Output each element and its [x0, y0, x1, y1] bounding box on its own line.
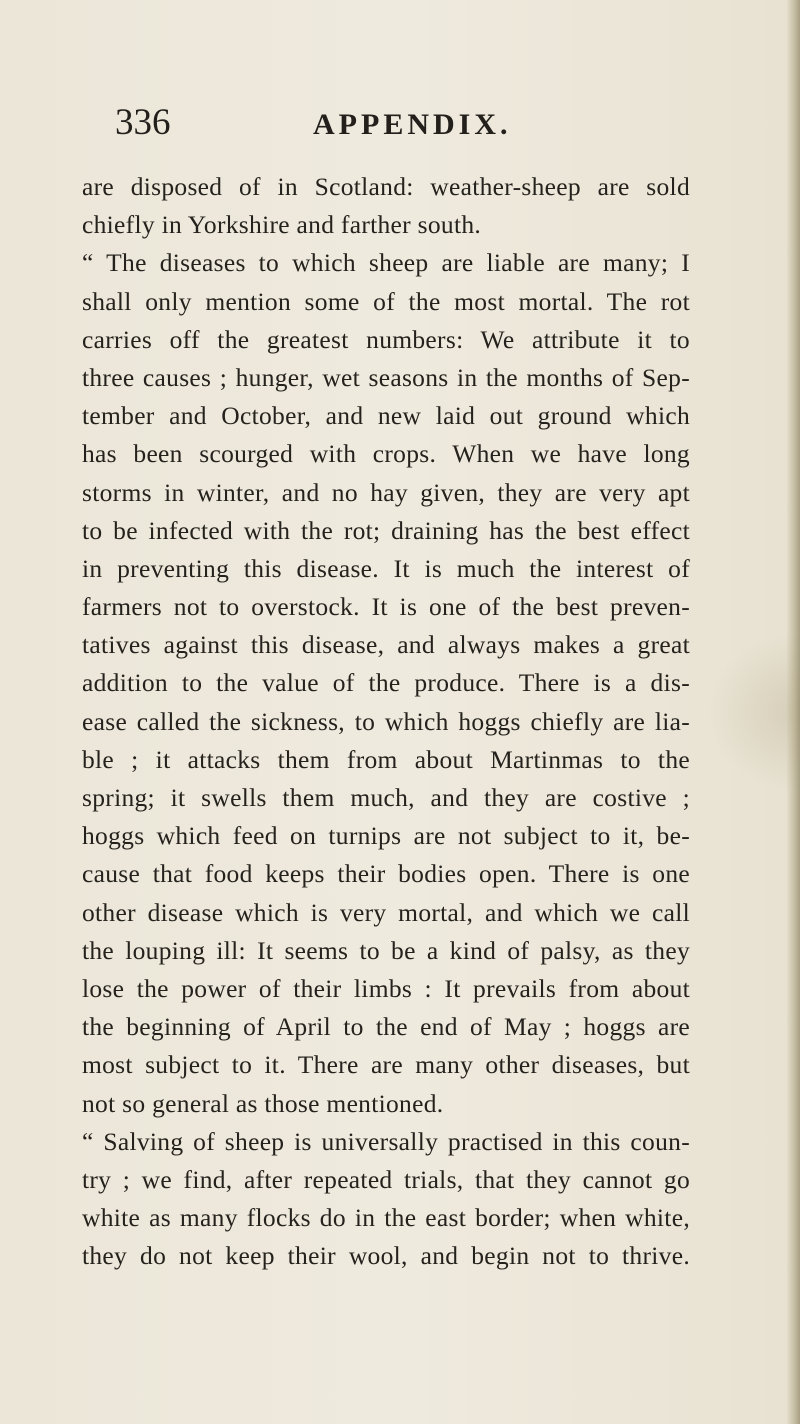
text-line: “ Salving of sheep is universally practised in this coun-: [82, 1126, 690, 1156]
text-line: three causes ; hunger, wet seasons in the months of Sep-: [82, 362, 690, 392]
text-line: to be infected with the rot; draining has the best effect: [82, 515, 690, 545]
text-line: ble ; it attacks them from about Martinmas to the: [82, 744, 690, 774]
text-line: tatives against this disease, and always makes a great: [82, 630, 690, 660]
text-line: try ; we find, after repeated trials, that they cannot go: [82, 1164, 690, 1194]
page-header: [115, 98, 695, 148]
text-line: “ The diseases to which sheep are liable are many; I: [82, 248, 690, 278]
text-line: carries off the greatest numbers: We attribute it to: [82, 324, 690, 354]
text-line: chiefly in Yorkshire and farther south.: [82, 210, 482, 240]
text-line: has been scourged with crops. When we have long: [82, 439, 690, 469]
text-line: cause that food keeps their bodies open. There is one: [82, 859, 690, 889]
text-line: white as many flocks do in the east border; when white,: [82, 1203, 690, 1233]
text-line: hoggs which feed on turnips are not subject to it, be-: [82, 821, 690, 851]
text-line: are disposed of in Scotland: weather-sheep are sold: [82, 172, 690, 201]
text-line: the louping ill: It seems to be a kind of palsy, as they: [82, 935, 690, 965]
text-line: in preventing this disease. It is much the interest of: [82, 553, 690, 583]
text-line: most subject to it. There are many other diseases, but: [82, 1050, 690, 1080]
text-line: farmers not to overstock. It is one of the best preven-: [82, 592, 690, 622]
text-line: the beginning of April to the end of May ; hoggs are: [82, 1012, 690, 1042]
text-line: they do not keep their wool, and begin not to thrive.: [82, 1241, 690, 1271]
text-line: storms in winter, and no hay given, they are very apt: [82, 477, 690, 507]
page-number: 336: [115, 102, 171, 143]
text-line: lose the power of their limbs : It prevails from about: [82, 973, 690, 1003]
body-text: [82, 168, 690, 1275]
text-line: shall only mention some of the most mortal. The rot: [82, 286, 690, 316]
page-edge-shadow: [786, 0, 800, 1424]
text-line: not so general as those mentioned.: [82, 1088, 444, 1118]
text-line: spring; it swells them much, and they are costive ;: [82, 783, 690, 812]
text-line: tember and October, and new laid out ground which: [82, 401, 690, 431]
text-line: other disease which is very mortal, and which we call: [82, 897, 690, 927]
text-line: addition to the value of the produce. There is a dis-: [82, 668, 690, 698]
text-line: ease called the sickness, to which hoggs chiefly are lia-: [82, 706, 690, 736]
running-head: APPENDIX.: [313, 108, 512, 141]
